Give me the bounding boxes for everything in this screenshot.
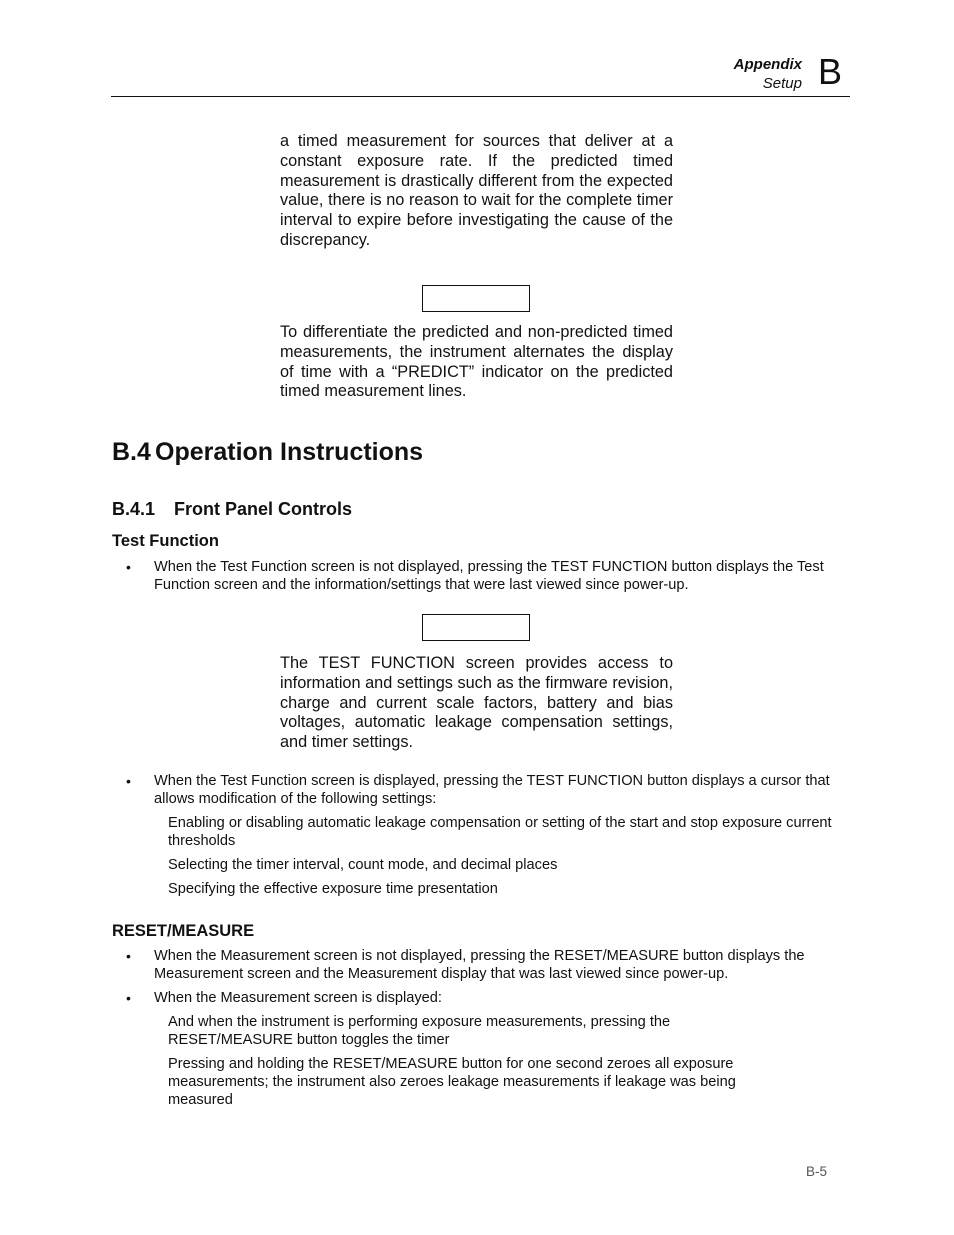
header-rule bbox=[111, 96, 850, 97]
paragraph-test-function-screen: The TEST FUNCTION screen provides access to information and settings such as the firmware revision, charge and current scale factors, battery and bias voltages, automatic leakage compensation settings, and timer settings. bbox=[280, 654, 673, 752]
sub-list-item: Enabling or disabling automatic leakage compensation or setting of the start and stop exposure current thresholds bbox=[168, 815, 832, 849]
subsection-title: Front Panel Controls bbox=[174, 499, 353, 519]
note-box bbox=[422, 614, 530, 641]
reset-measure-heading: RESET/MEASURE bbox=[112, 922, 255, 940]
list-item-text: When the Measurement screen is not displayed, pressing the RESET/MEASURE button displays the Measurement screen and the Measurement display that was last viewed since power-up. bbox=[154, 948, 805, 982]
list-item bbox=[126, 989, 844, 1007]
subsection-number: B.4.1 bbox=[112, 499, 156, 519]
page-number: B-5 bbox=[806, 1164, 828, 1179]
test-function-heading: Test Function bbox=[112, 532, 219, 550]
list-item-text: When the Measurement screen is displayed: bbox=[154, 990, 442, 1006]
paragraph-predict-indicator: To differentiate the predicted and non-predicted timed measurements, the instrument alternates the display of time with a “PREDICT” indicator on the predicted timed measurement lines. bbox=[280, 323, 673, 401]
sub-list-item: Selecting the timer interval, count mode, and decimal places bbox=[168, 857, 558, 873]
list-item-text: When the Test Function screen is not displayed, pressing the TEST FUNCTION button displays the Test Function screen and the information/settings that were last viewed since power-up. bbox=[154, 559, 824, 593]
bullet-marker: • bbox=[126, 559, 131, 575]
bullet-marker: • bbox=[126, 990, 131, 1006]
section-heading bbox=[112, 438, 423, 467]
appendix-letter: B bbox=[818, 51, 843, 92]
list-item bbox=[126, 558, 844, 594]
list-item bbox=[126, 947, 844, 983]
list-item bbox=[126, 772, 844, 808]
section-title: Operation Instructions bbox=[155, 438, 424, 466]
list-item-text: When the Test Function screen is displayed, pressing the TEST FUNCTION button displays a cursor that allows modification of the following settings: bbox=[154, 773, 830, 807]
note-box bbox=[422, 285, 530, 312]
bullet-marker: • bbox=[126, 773, 131, 789]
bullet-marker: • bbox=[126, 948, 131, 964]
header-section: Appendix bbox=[733, 56, 802, 73]
sub-list-item: Pressing and holding the RESET/MEASURE button for one second zeroes all exposure measurements; the instrument also zeroes leakage measurements if leakage was being measured bbox=[168, 1056, 736, 1108]
paragraph-timed-measurement: a timed measurement for sources that deliver at a constant exposure rate. If the predicted timed measurement is drastically different from the expected value, there is no reason to wait for the complete timer interval to expire before investigating the cause of the discrepancy. bbox=[280, 132, 673, 249]
header-subsection: Setup bbox=[762, 75, 802, 92]
section-number: B.4 bbox=[112, 438, 151, 466]
sub-list-item: And when the instrument is performing exposure measurements, pressing the RESET/MEASURE button toggles the timer bbox=[168, 1014, 671, 1048]
subsection-heading bbox=[112, 499, 352, 520]
sub-list-item: Specifying the effective exposure time presentation bbox=[168, 881, 498, 897]
